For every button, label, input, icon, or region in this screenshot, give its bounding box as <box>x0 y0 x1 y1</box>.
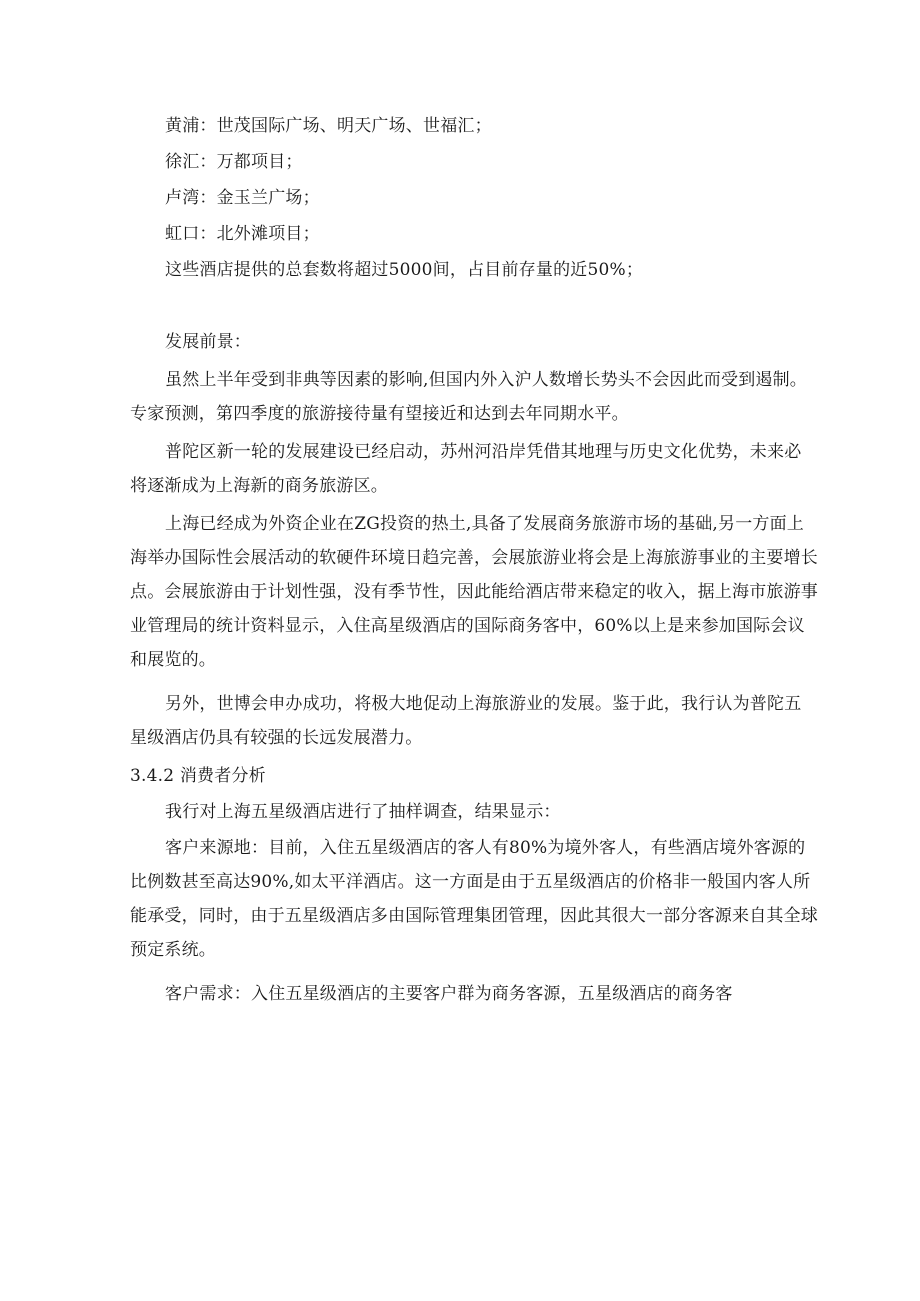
district-luwan-line: 卢湾：金玉兰广场； <box>165 188 320 208</box>
outlook-paragraph-1: 虽然上半年受到非典等因素的影响,但国内外入沪人数增长势头不会因此而受到遏制。专家预测，第四季度的旅游接待量有望接近和达到去年同期水平。 <box>130 370 808 424</box>
survey-intro: 我行对上海五星级酒店进行了抽样调查，结果显示： <box>165 802 561 822</box>
district-huangpu-line: 黄浦：世茂国际广场、明天广场、世福汇； <box>165 116 492 136</box>
district-hongkou-line: 虹口：北外滩项目； <box>165 224 320 244</box>
section-heading-consumer-analysis: 3.4.2 消费者分析 <box>130 766 266 786</box>
outlook-paragraph-4: 另外，世博会申办成功，将极大地促动上海旅游业的发展。鉴于此，我行认为普陀五星级酒店仍具有较强的长远发展潜力。 <box>130 694 802 748</box>
outlook-paragraph-3: 上海已经成为外资企业在ZG投资的热土,具备了发展商务旅游市场的基础,另一方面上海举办国际性会展活动的软硬件环境日趋完善，会展旅游业将会是上海旅游事业的主要增长点。会展旅游由于计划性强，没有季节性，因此能给酒店带来稳定的收入，据上海市旅游事业管理局的统计资料显示，入住高星级酒店的国际商务客中，60%以上是来参加国际会议和展览的。 <box>130 514 818 670</box>
customer-origin-paragraph: 客户来源地：目前，入住五星级酒店的客人有80%为境外客人，有些酒店境外客源的比例数甚至高达90%,如太平洋酒店。这一方面是由于五星级酒店的价格非一般国内客人所能承受，同时，由于五星级酒店多由国际管理集团管理，因此其很大一部分客源来自其全球预定系统。 <box>130 838 818 960</box>
district-xuhui-line: 徐汇：万都项目； <box>165 152 303 172</box>
outlook-heading: 发展前景： <box>165 332 251 352</box>
hotel-supply-summary: 这些酒店提供的总套数将超过5000间，占目前存量的近50%； <box>165 260 644 280</box>
outlook-paragraph-2: 普陀区新一轮的发展建设已经启动，苏州河沿岸凭借其地理与历史文化优势，未来必将逐渐成为上海新的商务旅游区。 <box>130 442 802 496</box>
customer-demand-paragraph: 客户需求：入住五星级酒店的主要客户群为商务客源，五星级酒店的商务客 <box>165 984 733 1004</box>
